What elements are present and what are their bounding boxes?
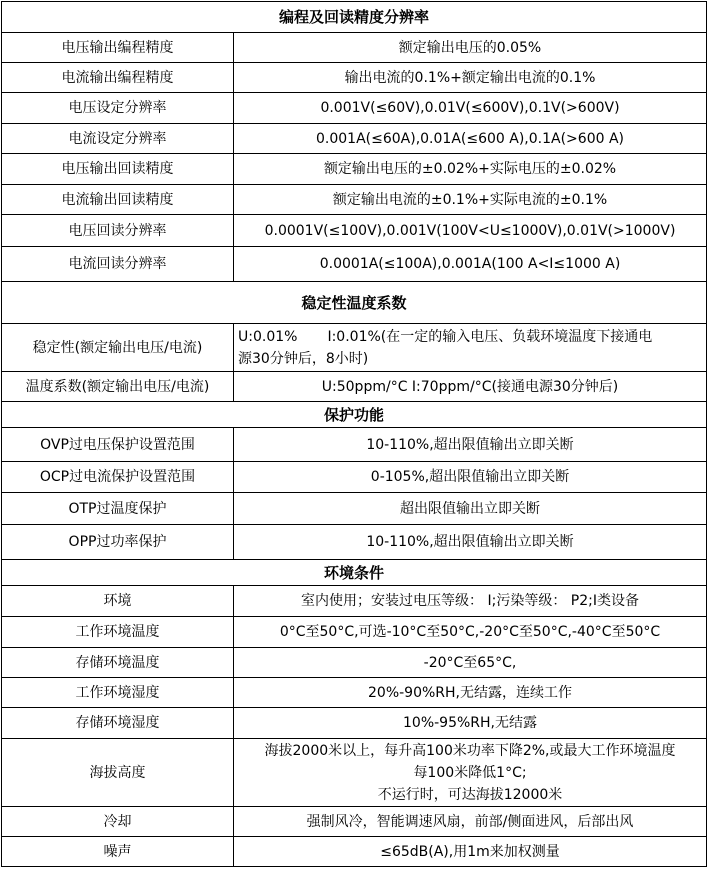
row-value: 20%-90%RH,无结露，连续工作 bbox=[234, 678, 707, 708]
row-value: 输出电流的0.1%+额定输出电流的0.1% bbox=[234, 63, 707, 93]
row-label: 工作环境湿度 bbox=[2, 678, 234, 708]
row-label: 电流输出编程精度 bbox=[2, 63, 234, 93]
row-value: ≤65dB(A),用1m来加权测量 bbox=[234, 837, 707, 867]
row-label: 电压设定分辨率 bbox=[2, 93, 234, 124]
table-row bbox=[2, 324, 707, 372]
table-row bbox=[2, 33, 707, 63]
section-header-row bbox=[2, 402, 707, 428]
row-label: 电流回读分辨率 bbox=[2, 247, 234, 282]
row-label: 电流设定分辨率 bbox=[2, 124, 234, 154]
row-label: 噪声 bbox=[2, 837, 234, 867]
row-value: 10%-95%RH,无结露 bbox=[234, 708, 707, 739]
row-value: 0°C至50°C,可选-10°C至50°C,-20°C至50°C,-40°C至50°C bbox=[234, 617, 707, 648]
altitude-line3: 不运行时，可达海拔12000米 bbox=[377, 786, 563, 803]
table-row bbox=[2, 648, 707, 678]
row-label: 电压回读分辨率 bbox=[2, 215, 234, 247]
row-label: 电流输出回读精度 bbox=[2, 185, 234, 215]
row-value: 0.001A(≤60A),0.01A(≤600 A),0.1A(>600 A) bbox=[234, 124, 707, 154]
table-row bbox=[2, 739, 707, 807]
table-row bbox=[2, 63, 707, 93]
row-value: 10-110%,超出限值输出立即关断 bbox=[234, 525, 707, 560]
row-value: 额定输出电压的0.05% bbox=[234, 33, 707, 63]
row-value-stability bbox=[234, 324, 707, 372]
section-header-row bbox=[2, 282, 707, 324]
row-label: OTP过温度保护 bbox=[2, 493, 234, 525]
row-label: 稳定性(额定输出电压/电流) bbox=[2, 324, 234, 372]
table-row bbox=[2, 93, 707, 124]
row-label: OCP过电流保护设置范围 bbox=[2, 462, 234, 493]
row-label: 海拔高度 bbox=[2, 739, 234, 807]
row-value: 0.0001A(≤100A),0.001A(100 A<I≤1000 A) bbox=[234, 247, 707, 282]
table-row bbox=[2, 617, 707, 648]
table-row bbox=[2, 493, 707, 525]
row-value: -20°C至65°C, bbox=[234, 648, 707, 678]
row-value: 强制风冷，智能调速风扇，前部/侧面进风，后部出风 bbox=[234, 807, 707, 837]
row-value: 室内使用；安装过电压等级： I;污染等级： P2;I类设备 bbox=[234, 586, 707, 617]
stability-value-line2: 源30分钟后，8小时) bbox=[238, 350, 369, 367]
row-value: 额定输出电流的±0.1%+实际电流的±0.1% bbox=[234, 185, 707, 215]
section-title-programming: 编程及回读精度分辨率 bbox=[2, 2, 707, 33]
row-label: 存储环境温度 bbox=[2, 648, 234, 678]
stability-u-value: U:0.01% bbox=[238, 328, 298, 345]
row-label: 环境 bbox=[2, 586, 234, 617]
row-label: 电压输出编程精度 bbox=[2, 33, 234, 63]
altitude-line2: 每100米降低1°C; bbox=[413, 764, 527, 781]
table-row bbox=[2, 462, 707, 493]
section-title-stability: 稳定性温度系数 bbox=[2, 282, 707, 324]
section-header-row bbox=[2, 2, 707, 33]
row-label: 温度系数(额定输出电压/电流) bbox=[2, 372, 234, 402]
row-value: 0.0001V(≤100V),0.001V(100V<U≤1000V),0.01V(>1000V) bbox=[234, 215, 707, 247]
row-value: 10-110%,超出限值输出立即关断 bbox=[234, 428, 707, 462]
section-header-row bbox=[2, 560, 707, 586]
row-label: OVP过电压保护设置范围 bbox=[2, 428, 234, 462]
table-row bbox=[2, 154, 707, 185]
table-row bbox=[2, 247, 707, 282]
table-row bbox=[2, 807, 707, 837]
altitude-line1: 海拔2000米以上，每升高100米功率下降2%,或最大工作环境温度 bbox=[264, 742, 676, 759]
table-row bbox=[2, 215, 707, 247]
section-title-protection: 保护功能 bbox=[2, 402, 707, 428]
table-row bbox=[2, 678, 707, 708]
row-value: 0.001V(≤60V),0.01V(≤600V),0.1V(>600V) bbox=[234, 93, 707, 124]
row-value: 0-105%,超出限值输出立即关断 bbox=[234, 462, 707, 493]
row-label: 存储环境湿度 bbox=[2, 708, 234, 739]
table-row bbox=[2, 708, 707, 739]
table-row bbox=[2, 185, 707, 215]
table-row bbox=[2, 372, 707, 402]
table-row bbox=[2, 525, 707, 560]
row-label: 工作环境温度 bbox=[2, 617, 234, 648]
row-label: OPP过功率保护 bbox=[2, 525, 234, 560]
row-value: 超出限值输出立即关断 bbox=[234, 493, 707, 525]
row-label: 冷却 bbox=[2, 807, 234, 837]
row-value: U:50ppm/°C I:70ppm/°C(接通电源30分钟后) bbox=[234, 372, 707, 402]
spec-table bbox=[1, 1, 707, 867]
row-value: 额定输出电压的±0.02%+实际电压的±0.02% bbox=[234, 154, 707, 185]
table-row bbox=[2, 586, 707, 617]
row-value-altitude bbox=[234, 739, 707, 807]
stability-i-value: I:0.01%(在一定的输入电压、负载环境温度下接通电 bbox=[327, 328, 653, 345]
table-row bbox=[2, 837, 707, 867]
table-row bbox=[2, 124, 707, 154]
section-title-environment: 环境条件 bbox=[2, 560, 707, 586]
row-label: 电压输出回读精度 bbox=[2, 154, 234, 185]
table-row bbox=[2, 428, 707, 462]
